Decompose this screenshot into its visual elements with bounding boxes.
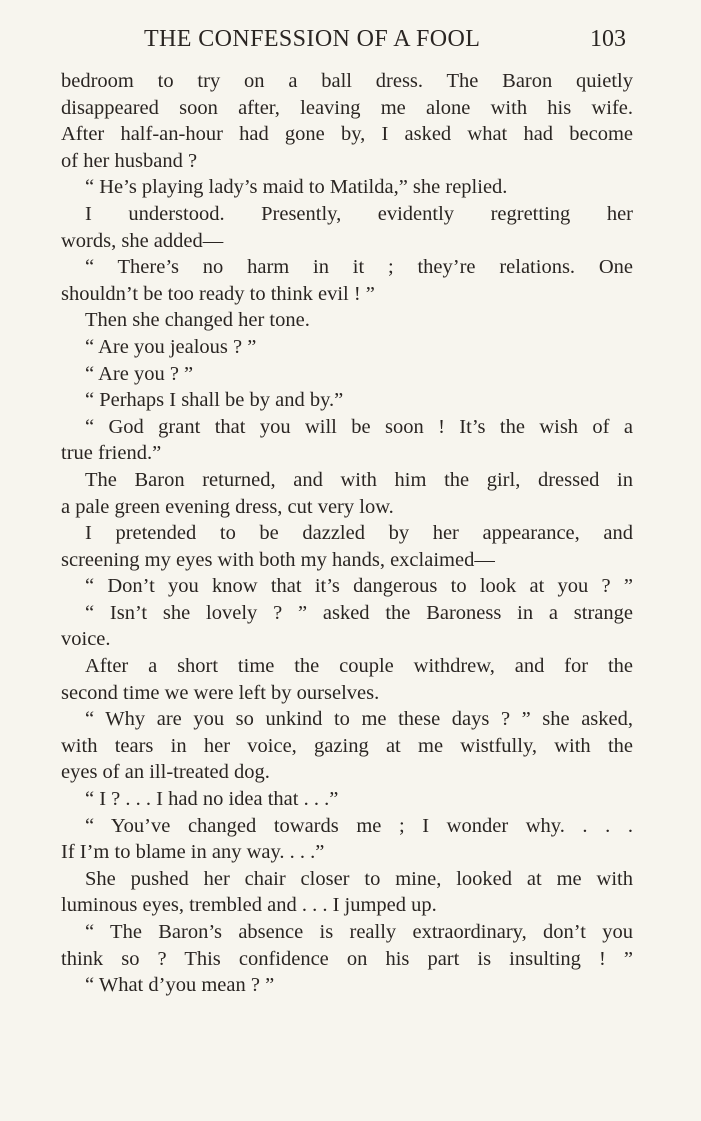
text-line: After half-an-hour had gone by, I asked what had become [61,123,633,146]
text-line: shouldn’t be too ready to think evil ! ” [61,282,375,305]
text-line: eyes of an ill-treated dog. [61,761,270,784]
page-header [62,24,632,54]
text-line: voice. [61,628,111,651]
text-line: “ Why are you so unkind to me these days ? ” she asked, [85,708,633,731]
text-line: “ Perhaps I shall be by and by.” [85,389,344,412]
text-line: a pale green evening dress, cut very low. [61,495,394,518]
text-line: I understood. Presently, evidently regretting her [85,202,633,225]
page-number: 103 [590,26,626,52]
text-line: screening my eyes with both my hands, exclaimed— [61,548,495,571]
text-line: “ He’s playing lady’s maid to Matilda,” she replied. [85,176,508,199]
running-title: THE CONFESSION OF A FOOL [144,26,481,52]
text-line: with tears in her voice, gazing at me wistfully, with the [61,734,633,757]
text-line: The Baron returned, and with him the girl, dressed in [85,468,633,491]
body-text [61,68,633,999]
text-line: “ The Baron’s absence is really extraordinary, don’t you [85,921,633,943]
text-line: “ Are you ? ” [85,362,194,385]
text-line: disappeared soon after, leaving me alone with his wife. [61,96,633,119]
text-line: bedroom to try on a ball dress. The Baron quietly [61,70,633,92]
text-line: words, she added— [61,229,224,252]
text-line: After a short time the couple withdrew, and for the [85,655,633,678]
text-line: “ God grant that you will be soon ! It’s the wish of a [85,415,633,438]
text-line: true friend.” [61,442,162,465]
text-line: Then she changed her tone. [85,309,310,332]
text-line: “ Are you jealous ? ” [85,335,257,358]
text-line: “ Isn’t she lovely ? ” asked the Baroness in a strange [85,601,633,624]
text-line: “ You’ve changed towards me ; I wonder why. . . . [85,814,633,837]
text-line: think so ? This confidence on his part is insulting ! ” [61,947,633,970]
text-line: “ Don’t you know that it’s dangerous to look at you ? ” [85,575,633,598]
text-line: second time we were left by ourselves. [61,681,380,704]
text-line: She pushed her chair closer to mine, looked at me with [85,867,633,890]
text-line: “ There’s no harm in it ; they’re relations. One [85,256,633,279]
text-line: luminous eyes, trembled and . . . I jumped up. [61,894,437,917]
text-line: I pretended to be dazzled by her appearance, and [85,522,633,545]
text-line: “ What d’you mean ? ” [85,974,275,997]
text-line: of her husband ? [61,149,198,172]
text-line: “ I ? . . . I had no idea that . . .” [85,788,339,811]
text-line: If I’m to blame in any way. . . .” [61,841,325,864]
